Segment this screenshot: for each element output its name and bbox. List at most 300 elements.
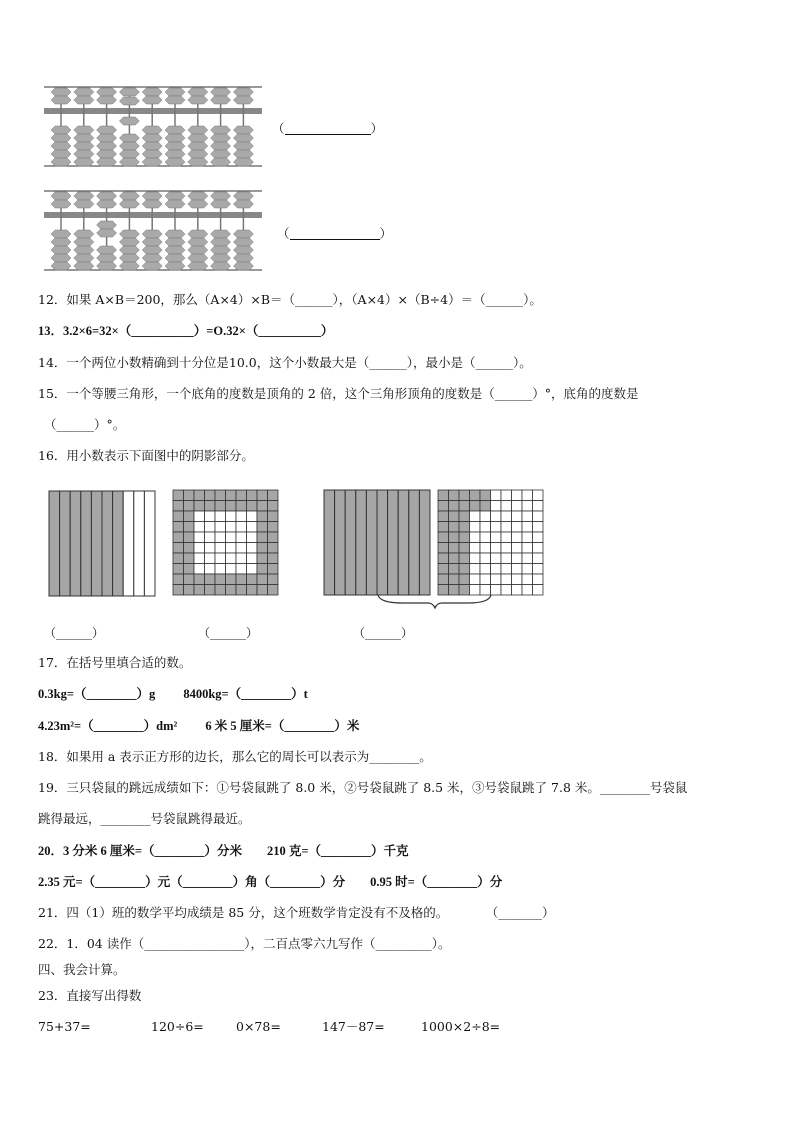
abacus-bead [188, 246, 208, 254]
grid-cell [184, 501, 195, 512]
abacus-bead [233, 246, 253, 254]
question-19-line-1: 19．三只袋鼠的跳远成绩如下：①号袋鼠跳了 8.0 米，②号袋鼠跳了 8.5 米，③号袋鼠跳了 7.8 米。________号袋鼠 [38, 780, 688, 795]
grid-cell [449, 574, 460, 585]
question-15-line-1: 15．一个等腰三角形，一个底角的度数是顶角的 2 倍，这个三角形顶角的度数是（______）°，底角的度数是 [38, 386, 639, 401]
abacus-bead [142, 246, 162, 254]
abacus-bead [119, 142, 139, 150]
grid-cell [173, 585, 184, 596]
grid-cell [480, 574, 491, 585]
grid-cell [173, 553, 184, 564]
strip-cell [388, 490, 399, 595]
strip-cell [60, 491, 71, 596]
abacus-bead [188, 158, 208, 166]
abacus-bead [188, 150, 208, 158]
grid-cell [491, 553, 502, 564]
grid-cell [215, 522, 226, 533]
abacus-bead [233, 230, 253, 238]
abacus-bead [97, 88, 117, 96]
strip-cell [409, 490, 420, 595]
grid-cell [480, 564, 491, 575]
grid-cell [512, 532, 523, 543]
abacus-bead [233, 254, 253, 262]
abacus-bead [142, 192, 162, 200]
grid-cell [194, 522, 205, 533]
grid-cell [459, 522, 470, 533]
grid-cell [480, 543, 491, 554]
grid-cell [268, 553, 279, 564]
abacus-bead [233, 134, 253, 142]
strip-cell [419, 490, 430, 595]
abacus-bead [233, 150, 253, 158]
grid-cell [491, 585, 502, 596]
grid-cell [533, 490, 544, 501]
grid-cell [236, 574, 247, 585]
grid-cell [491, 532, 502, 543]
grid-cell [257, 522, 268, 533]
grid-cell [522, 553, 533, 564]
abacus-bead [97, 126, 117, 134]
grid-cell [449, 564, 460, 575]
question-20-line-2: 2.35 元=（________）元（________）角（________）分 0.95 时=（________）分 [38, 875, 503, 889]
abacus-bead [233, 96, 253, 104]
grid-cell [522, 532, 533, 543]
grid-cell [184, 532, 195, 543]
grid-cell [184, 564, 195, 575]
grid-cell [449, 543, 460, 554]
calc-item-3: 0×78= [236, 1019, 281, 1034]
grid-cell [194, 511, 205, 522]
abacus-bead [165, 158, 185, 166]
grid-cell [512, 585, 523, 596]
grid-cell [194, 574, 205, 585]
grid-cell [205, 585, 216, 596]
abacus-bead [74, 254, 94, 262]
grid-cell [257, 490, 268, 501]
grid-cell [438, 564, 449, 575]
grid-cell [501, 490, 512, 501]
abacus-bead [51, 254, 71, 262]
grid-cell [470, 501, 481, 512]
abacus-bead [188, 126, 208, 134]
strip-cell [377, 490, 388, 595]
grid-cell [470, 522, 481, 533]
grid-cell [438, 522, 449, 533]
grid-cell [522, 490, 533, 501]
figure-3-answer-blank[interactable]: （______） [353, 626, 414, 640]
abacus-bead [51, 158, 71, 166]
grid-cell [533, 532, 544, 543]
abacus-bead [188, 262, 208, 270]
abacus-bead [188, 134, 208, 142]
grid-cell [449, 511, 460, 522]
abacus-figure-2 [44, 190, 264, 272]
abacus-bead [211, 88, 231, 96]
grid-cell [247, 522, 258, 533]
abacus-bead [211, 192, 231, 200]
grid-cell [459, 490, 470, 501]
question-17: 17．在括号里填合适的数。 [38, 655, 192, 670]
grid-cell [257, 574, 268, 585]
grid-cell [459, 564, 470, 575]
question-14: 14．一个两位小数精确到十分位是10.0，这个小数最大是（______），最小是（______）。 [38, 355, 532, 370]
abacus-bead [142, 200, 162, 208]
grid-cell [194, 501, 205, 512]
abacus-bead [74, 134, 94, 142]
strip-cell [335, 490, 346, 595]
abacus-bead [233, 192, 253, 200]
calc-item-5: 1000×2÷8= [421, 1019, 501, 1034]
grid-cell [194, 490, 205, 501]
grid-cell [226, 564, 237, 575]
grid-cell [268, 543, 279, 554]
grid-cell [236, 543, 247, 554]
grid-cell [184, 522, 195, 533]
grid-cell [438, 574, 449, 585]
abacus-bead [211, 200, 231, 208]
strip-cell [102, 491, 113, 596]
grid-cell [501, 543, 512, 554]
question-20-line-1: 20．3 分米 6 厘米=（________）分米 210 克=（________）千克 [38, 844, 409, 858]
shaded-combined-figure [323, 489, 547, 609]
abacus-bead [97, 262, 117, 270]
abacus-bead [51, 134, 71, 142]
grid-cell [449, 532, 460, 543]
grid-cell [470, 532, 481, 543]
grid-cell [247, 553, 258, 564]
abacus-bead [142, 96, 162, 104]
grid-cell [173, 522, 184, 533]
abacus-bead [119, 88, 139, 96]
grid-cell [533, 543, 544, 554]
abacus-bead [233, 142, 253, 150]
abacus-bead [97, 221, 117, 229]
grid-cell [184, 490, 195, 501]
abacus-bead [211, 142, 231, 150]
grid-cell [470, 574, 481, 585]
abacus-bead [233, 126, 253, 134]
question-15-line-2: （______）°。 [44, 417, 126, 432]
grid-cell [173, 532, 184, 543]
grid-cell [215, 564, 226, 575]
grid-cell [257, 501, 268, 512]
grid-cell [247, 490, 258, 501]
grid-cell [205, 511, 216, 522]
grid-cell [236, 522, 247, 533]
abacus-bead [97, 150, 117, 158]
grid-cell [470, 585, 481, 596]
grid-cell [268, 574, 279, 585]
abacus-bead [119, 150, 139, 158]
grid-cell [522, 564, 533, 575]
grid-cell [236, 532, 247, 543]
grid-cell [226, 490, 237, 501]
abacus-bead [119, 97, 139, 105]
abacus-bead [142, 230, 162, 238]
grid-cell [512, 574, 523, 585]
question-22: 22．1．04 读作（________________），二百点零六九写作（_________）。 [38, 936, 451, 951]
abacus-beam [44, 212, 262, 218]
grid-cell [236, 501, 247, 512]
abacus-bead [211, 238, 231, 246]
grid-cell [215, 553, 226, 564]
strip-cell [113, 491, 124, 596]
grid-cell [501, 564, 512, 575]
figure-1-answer-blank[interactable]: （______） [44, 626, 105, 640]
abacus-bead [142, 126, 162, 134]
grid-cell [512, 543, 523, 554]
abacus-bead [74, 200, 94, 208]
grid-cell [173, 564, 184, 575]
abacus-figure-1 [44, 86, 264, 168]
abacus-bead [165, 96, 185, 104]
grid-cell [449, 490, 460, 501]
grid-cell [522, 511, 533, 522]
abacus-bead [211, 126, 231, 134]
grid-cell [215, 532, 226, 543]
grid-cell [205, 490, 216, 501]
grid-cell [194, 585, 205, 596]
abacus-bead [119, 254, 139, 262]
grid-cell [533, 553, 544, 564]
grid-cell [268, 511, 279, 522]
grid-cell [184, 553, 195, 564]
grid-cell [491, 490, 502, 501]
abacus-bead [165, 126, 185, 134]
abacus-bead [74, 142, 94, 150]
abacus-bead [51, 230, 71, 238]
grid-cell [173, 501, 184, 512]
abacus-bead [211, 246, 231, 254]
grid-cell [533, 585, 544, 596]
grid-cell [501, 553, 512, 564]
abacus-bead [211, 254, 231, 262]
grid-cell [449, 522, 460, 533]
abacus-bead [97, 158, 117, 166]
grid-cell [512, 553, 523, 564]
grid-cell [205, 522, 216, 533]
question-16: 16．用小数表示下面图中的阴影部分。 [38, 448, 254, 463]
grid-cell [480, 511, 491, 522]
abacus-bead [119, 238, 139, 246]
abacus-bead [74, 150, 94, 158]
grid-cell [501, 522, 512, 533]
strip-cell [134, 491, 145, 596]
grid-cell [491, 564, 502, 575]
abacus-bead [233, 262, 253, 270]
abacus-bead [165, 150, 185, 158]
abacus-bead [188, 254, 208, 262]
grid-cell [512, 522, 523, 533]
abacus-bead [97, 134, 117, 142]
abacus-beam [44, 108, 262, 114]
grid-cell [205, 543, 216, 554]
grid-cell [522, 522, 533, 533]
grid-cell [226, 522, 237, 533]
strip-cell [356, 490, 367, 595]
grid-cell [173, 574, 184, 585]
grid-cell [470, 553, 481, 564]
abacus-bead [142, 158, 162, 166]
abacus-bead [188, 200, 208, 208]
calc-item-1: 75+37= [38, 1019, 91, 1034]
grid-cell [522, 543, 533, 554]
grid-cell [205, 553, 216, 564]
abacus-bead [74, 158, 94, 166]
grid-cell [257, 585, 268, 596]
abacus-bead [51, 262, 71, 270]
grid-cell [215, 501, 226, 512]
strip-cell [70, 491, 81, 596]
grid-cell [512, 490, 523, 501]
abacus-bead [51, 96, 71, 104]
abacus-bead [165, 142, 185, 150]
grid-cell [215, 574, 226, 585]
grid-cell [173, 490, 184, 501]
grid-cell [173, 543, 184, 554]
abacus-bead [165, 262, 185, 270]
grid-cell [438, 501, 449, 512]
abacus-bead [188, 238, 208, 246]
abacus-bead [142, 150, 162, 158]
strip-cell [91, 491, 102, 596]
grid-cell [438, 585, 449, 596]
section-4-heading: 四、我会计算。 [38, 962, 126, 977]
abacus-bead [142, 134, 162, 142]
question-17-line-1: 0.3kg=（________）g 8400kg=（________）t [38, 687, 308, 701]
abacus-bead [74, 262, 94, 270]
abacus-bead [188, 142, 208, 150]
grid-cell [194, 564, 205, 575]
strip-cell [81, 491, 92, 596]
grid-cell [184, 511, 195, 522]
abacus-bead [233, 200, 253, 208]
grid-cell [205, 501, 216, 512]
strip-cell [123, 491, 134, 596]
abacus-bead [142, 88, 162, 96]
abacus-bead [51, 238, 71, 246]
grid-cell [438, 511, 449, 522]
grid-cell [522, 501, 533, 512]
grid-cell [226, 501, 237, 512]
grid-cell [512, 511, 523, 522]
abacus-bead [233, 158, 253, 166]
abacus-bead [119, 134, 139, 142]
grid-cell [257, 543, 268, 554]
grid-cell [491, 522, 502, 533]
grid-cell [512, 501, 523, 512]
grid-cell [480, 490, 491, 501]
grid-cell [501, 574, 512, 585]
question-12: 12．如果 A×B＝200，那么（A×4）×B＝（______），（A×4）×（B÷4）＝（______）。 [38, 292, 542, 307]
grid-cell [438, 532, 449, 543]
grid-cell [533, 574, 544, 585]
grid-cell [257, 532, 268, 543]
abacus-bead [97, 192, 117, 200]
abacus-bead [233, 238, 253, 246]
abacus-bead [51, 88, 71, 96]
grid-cell [184, 585, 195, 596]
abacus-bead [211, 134, 231, 142]
abacus-1-answer-blank[interactable]: （ ） [272, 121, 384, 136]
shaded-grid-figure [172, 489, 280, 597]
abacus-bead [97, 200, 117, 208]
abacus-bead [188, 96, 208, 104]
grid-cell [236, 511, 247, 522]
grid-cell [512, 564, 523, 575]
calc-item-4: 147－87= [322, 1019, 385, 1034]
grid-cell [491, 543, 502, 554]
grid-cell [247, 501, 258, 512]
grid-cell [522, 574, 533, 585]
grid-cell [533, 511, 544, 522]
abacus-bead [165, 254, 185, 262]
grid-cell [268, 585, 279, 596]
abacus-2-answer-blank[interactable]: （ ） [277, 226, 393, 241]
question-23: 23．直接写出得数 [38, 988, 142, 1003]
grid-cell [215, 585, 226, 596]
grid-cell [257, 511, 268, 522]
abacus-bead [119, 262, 139, 270]
strip-cell [324, 490, 335, 595]
abacus-bead [74, 192, 94, 200]
abacus-bead [74, 96, 94, 104]
grid-cell [438, 553, 449, 564]
grid-cell [438, 543, 449, 554]
grid-cell [501, 532, 512, 543]
question-13: 13．3.2×6=32×（__________）=O.32×（__________） [38, 324, 334, 338]
grid-cell [533, 564, 544, 575]
abacus-bead [51, 200, 71, 208]
abacus-bead [51, 126, 71, 134]
strip-cell [398, 490, 409, 595]
strip-cell [366, 490, 377, 595]
grid-cell [173, 511, 184, 522]
abacus-bead [165, 230, 185, 238]
grid-cell [247, 532, 258, 543]
abacus-bead [51, 150, 71, 158]
grid-cell [480, 585, 491, 596]
abacus-bead [119, 246, 139, 254]
abacus-bead [74, 230, 94, 238]
grid-cell [226, 532, 237, 543]
grid-cell [247, 564, 258, 575]
figure-2-answer-blank[interactable]: （______） [198, 626, 259, 640]
grid-cell [459, 501, 470, 512]
grid-cell [459, 585, 470, 596]
grid-cell [533, 522, 544, 533]
grid-cell [268, 522, 279, 533]
grid-cell [459, 532, 470, 543]
abacus-bead [119, 200, 139, 208]
grid-cell [226, 553, 237, 564]
grid-cell [247, 511, 258, 522]
grid-cell [236, 564, 247, 575]
abacus-bead [188, 192, 208, 200]
grid-cell [470, 511, 481, 522]
grid-cell [501, 585, 512, 596]
grid-cell [205, 564, 216, 575]
abacus-bead [142, 238, 162, 246]
question-17-line-2: 4.23m²=（________）dm² 6 米 5 厘米=（________）米 [38, 719, 360, 733]
calc-item-2: 120÷6= [151, 1019, 204, 1034]
grid-cell [449, 501, 460, 512]
abacus-bead [165, 200, 185, 208]
grid-cell [438, 490, 449, 501]
grid-cell [491, 501, 502, 512]
strip-cell [49, 491, 60, 596]
grid-cell [459, 543, 470, 554]
grid-cell [268, 490, 279, 501]
